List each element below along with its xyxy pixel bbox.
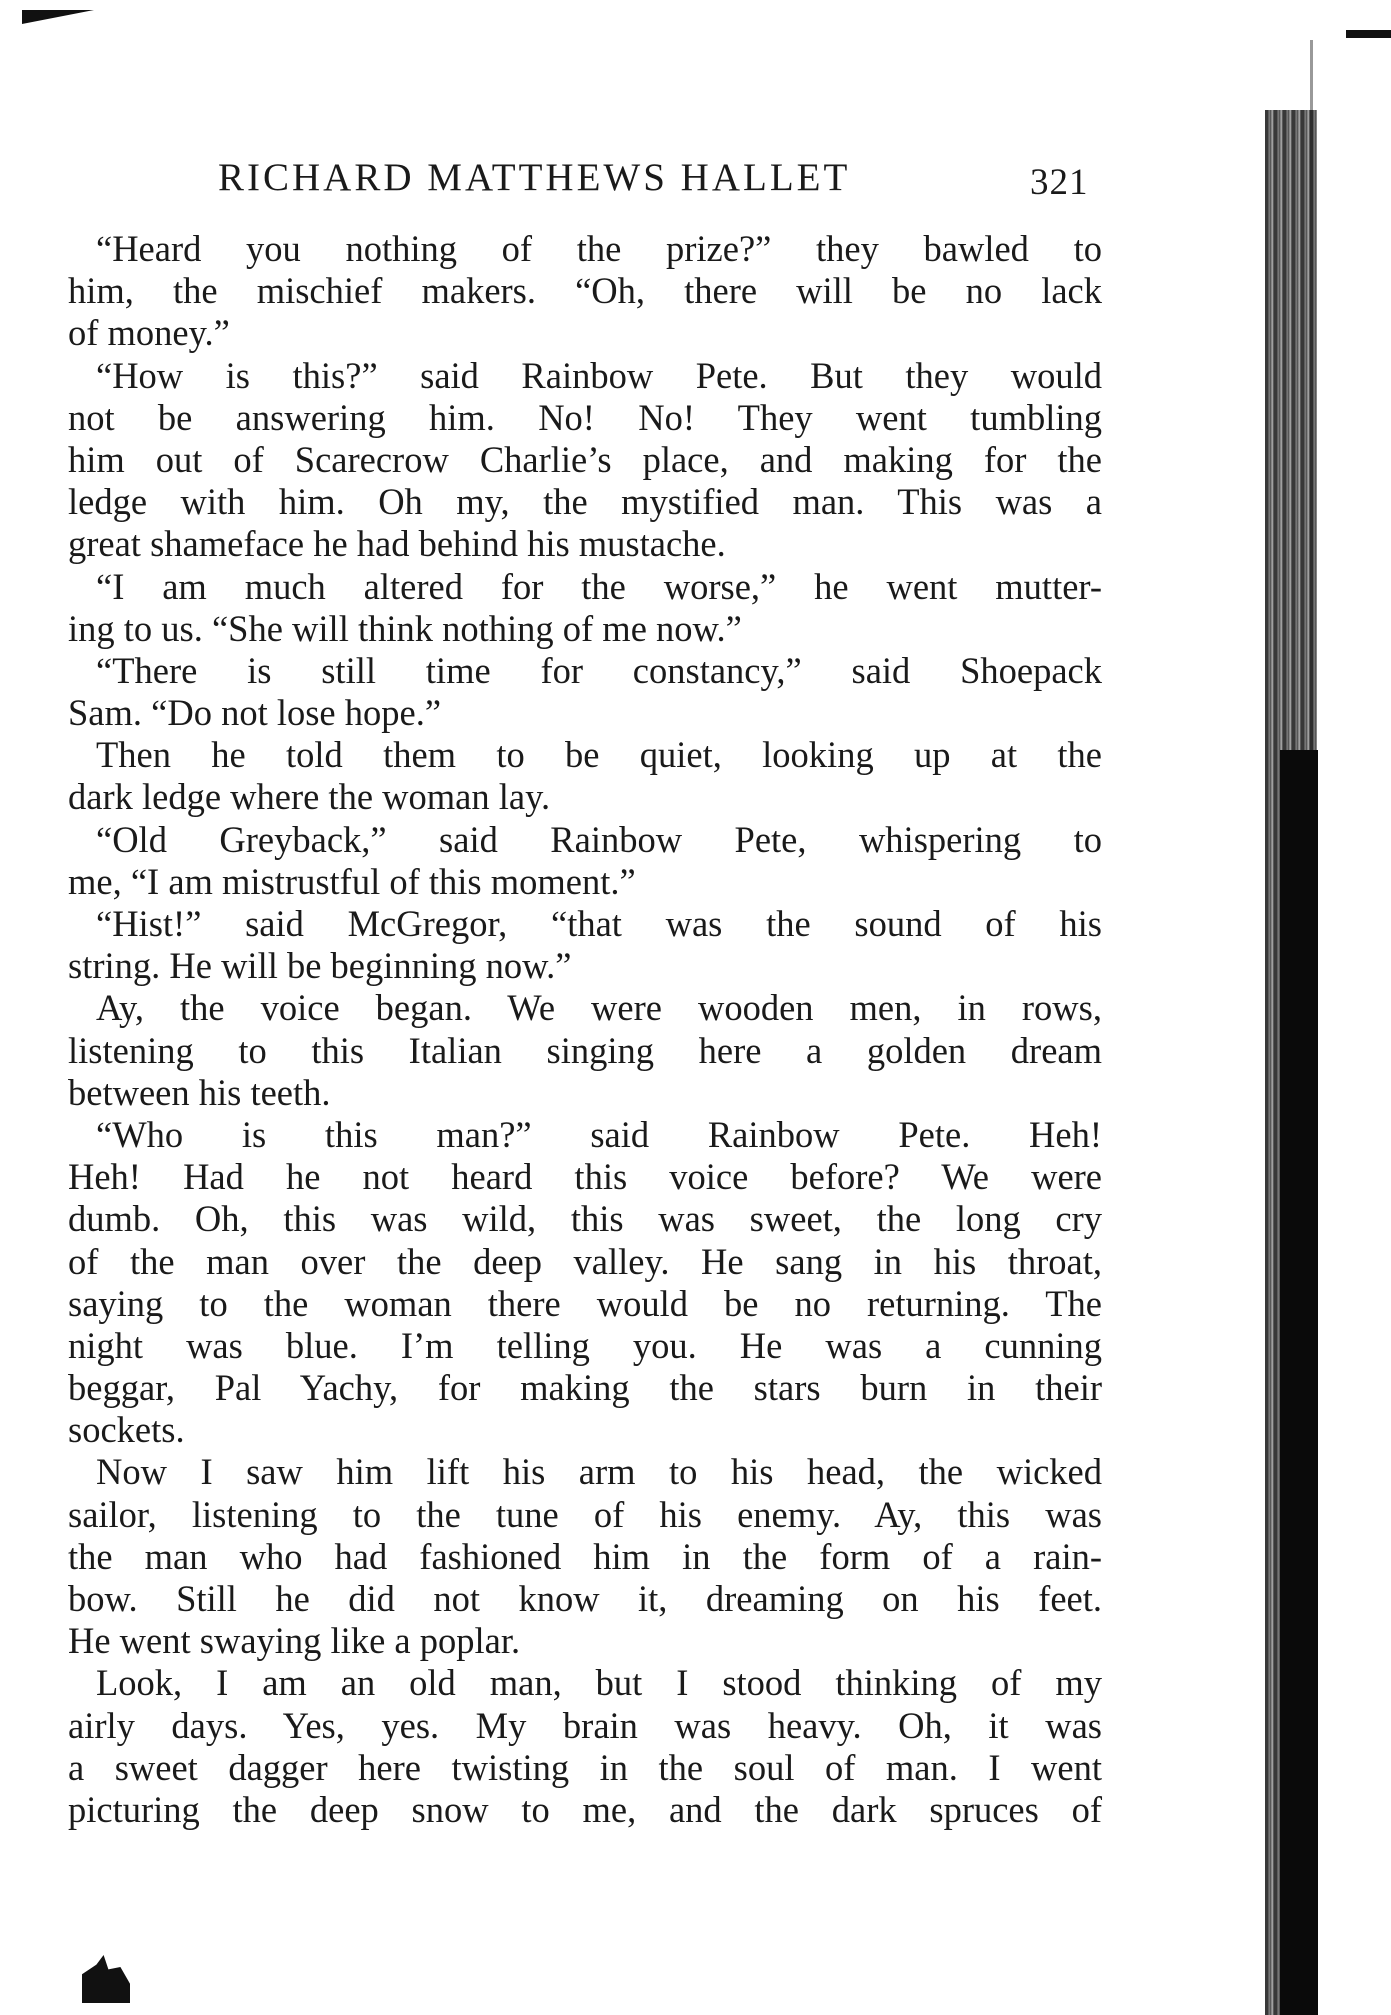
- text-line: the man who had fashioned him in the form of a rain-: [68, 1535, 1102, 1577]
- text-line: dumb. Oh, this was wild, this was sweet, the long cry: [68, 1198, 1102, 1240]
- ink-blot: [82, 1955, 130, 2003]
- text-line: him, the mischief makers. “Oh, there will be no lack: [68, 270, 1102, 312]
- text-line: airly days. Yes, yes. My brain was heavy. Oh, it was: [68, 1704, 1102, 1746]
- text-line: listening to this Italian singing here a golden dream: [68, 1029, 1102, 1071]
- text-line: me, “I am mistrustful of this moment.”: [68, 860, 636, 902]
- text-line: “How is this?” said Rainbow Pete. But they would: [96, 354, 1102, 396]
- running-head-title: RICHARD MATTHEWS HALLET: [218, 156, 851, 199]
- text-line: “I am much altered for the worse,” he went mutter-: [96, 565, 1102, 607]
- text-line: Ay, the voice began. We were wooden men, in rows,: [96, 987, 1102, 1029]
- text-line: “Hist!” said McGregor, “that was the sound of his: [96, 903, 1102, 944]
- text-line: picturing the deep snow to me, and the dark spruces of: [68, 1788, 1102, 1830]
- text-line: him out of Scarecrow Charlie’s place, and making for the: [68, 438, 1102, 480]
- text-line: of the man over the deep valley. He sang in his throat,: [68, 1240, 1102, 1282]
- text-line: not be answering him. No! No! They went tumbling: [68, 396, 1102, 438]
- text-line: a sweet dagger here twisting in the soul of man. I went: [68, 1746, 1102, 1788]
- running-head: [218, 155, 1098, 205]
- text-line: ledge with him. Oh my, the mystified man. This was a: [68, 481, 1102, 523]
- text-line: sockets.: [68, 1409, 185, 1451]
- text-line: of money.”: [68, 312, 230, 354]
- text-line: Then he told them to be quiet, looking up at the: [96, 734, 1102, 776]
- text-line: “Heard you nothing of the prize?” they bawled to: [96, 228, 1102, 269]
- text-line: “Who is this man?” said Rainbow Pete. Heh!: [96, 1113, 1102, 1155]
- text-line: string. He will be beginning now.”: [68, 945, 572, 987]
- body-text: [68, 228, 1102, 1831]
- text-line: between his teeth.: [68, 1071, 331, 1113]
- text-line: ing to us. “She will think nothing of me now.”: [68, 607, 742, 649]
- text-line: night was blue. I’m telling you. He was a cunning: [68, 1324, 1102, 1366]
- text-line: He went swaying like a poplar.: [68, 1620, 521, 1662]
- text-line: saying to the woman there would be no returning. The: [68, 1282, 1102, 1324]
- corner-printer-mark: [22, 10, 94, 38]
- text-line: dark ledge where the woman lay.: [68, 776, 551, 818]
- text-line: beggar, Pal Yachy, for making the stars burn in their: [68, 1367, 1102, 1409]
- text-line: Look, I am an old man, but I stood thinking of my: [96, 1662, 1102, 1704]
- text-line: Now I saw him lift his arm to his head, the wicked: [96, 1451, 1102, 1493]
- text-line: Sam. “Do not lose hope.”: [68, 692, 442, 734]
- text-line: bow. Still he did not know it, dreaming on his feet.: [68, 1578, 1102, 1619]
- text-line: Heh! Had he not heard this voice before? We were: [68, 1156, 1102, 1198]
- corner-printer-mark-right: [1346, 30, 1391, 38]
- text-line: “There is still time for constancy,” said Shoepack: [96, 649, 1102, 691]
- text-line: “Old Greyback,” said Rainbow Pete, whispering to: [96, 818, 1102, 860]
- page-number: 321: [1030, 162, 1089, 203]
- scan-binding-shadow: [1280, 750, 1318, 2015]
- text-line: great shameface he had behind his mustache.: [68, 523, 726, 565]
- text-line: sailor, listening to the tune of his enemy. Ay, this was: [68, 1493, 1102, 1535]
